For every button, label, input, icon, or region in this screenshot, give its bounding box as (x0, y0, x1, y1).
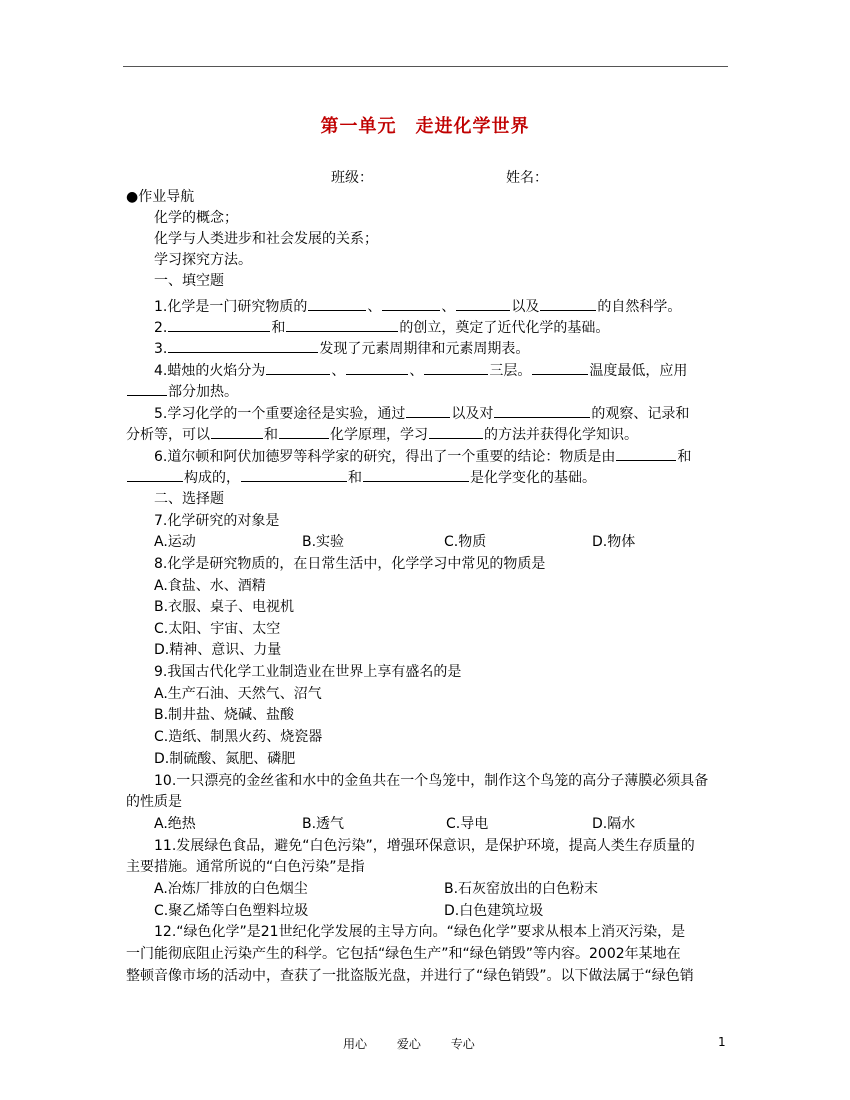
option-c[interactable]: C.物质 (444, 534, 487, 550)
answer-blank[interactable] (266, 360, 330, 375)
guide-item: 化学与人类进步和社会发展的关系； (154, 231, 378, 247)
q4-text: 部分加热。 (168, 384, 238, 400)
answer-blank[interactable] (127, 381, 167, 396)
answer-blank[interactable] (211, 424, 263, 439)
option-d[interactable]: D.白色建筑垃圾 (444, 903, 544, 919)
question-5 (126, 403, 754, 424)
q2-text: 和 (271, 320, 286, 336)
option-a[interactable]: A.食盐、水、酒精 (154, 578, 266, 594)
answer-blank[interactable] (494, 403, 590, 418)
q5-text: 和 (264, 427, 278, 443)
q5-text: 的方法并获得化学知识。 (484, 427, 638, 443)
answer-blank[interactable] (286, 317, 398, 332)
name-label: 姓名： (506, 170, 548, 186)
answer-blank[interactable] (616, 446, 676, 461)
answer-blank[interactable] (168, 338, 318, 353)
q6-text: 和 (348, 470, 362, 486)
option-b[interactable]: B.实验 (302, 534, 345, 550)
question-11: 11.发展绿色食品，避免“白色污染”，增强环保意识，是保护环境，提高人类生存质量的 (154, 838, 695, 854)
page-footer (343, 1035, 501, 1052)
footer-text: 专心 (450, 1037, 475, 1051)
class-label: 班级： (331, 170, 373, 186)
option-c[interactable]: C.造纸、制黑火药、烧瓷器 (154, 729, 323, 745)
question-9: 9.我国古代化学工业制造业在世界上享有盛名的是 (154, 664, 462, 680)
choice-heading: 二、选择题 (154, 491, 224, 507)
question-11-options-row1 (126, 879, 754, 900)
answer-blank[interactable] (168, 317, 270, 332)
question-5-cont (126, 424, 726, 445)
guide-heading: ●作业导航 (126, 189, 195, 205)
option-b[interactable]: B.透气 (302, 816, 345, 832)
q5-text: 化学原理，学习 (330, 427, 428, 443)
question-8: 8.化学是研究物质的，在日常生活中，化学学习中常见的物质是 (154, 556, 546, 572)
q4-text: 温度最低，应用 (589, 363, 688, 379)
question-6 (126, 446, 754, 467)
q1-text: 以及 (511, 299, 540, 315)
answer-blank[interactable] (127, 467, 183, 482)
q5-text: 5.学习化学的一个重要途径是实验，通过 (154, 406, 406, 422)
answer-blank[interactable] (346, 360, 408, 375)
q5-text: 的观察、记录和 (591, 406, 690, 422)
option-b[interactable]: B.石灰窑放出的白色粉末 (444, 881, 599, 897)
q1-text: 、 (367, 299, 382, 315)
option-a[interactable]: A.绝热 (154, 816, 196, 832)
option-b[interactable]: B.制井盐、烧碱、盐酸 (154, 707, 295, 723)
question-7: 7.化学研究的对象是 (154, 513, 280, 529)
page-title: 第一单元 走进化学世界 (320, 116, 530, 137)
option-c[interactable]: C.太阳、宇宙、太空 (154, 621, 281, 637)
question-6-cont (126, 467, 726, 488)
q3-text: 3. (154, 341, 168, 357)
answer-blank[interactable] (456, 296, 510, 311)
question-1 (126, 296, 754, 317)
option-a[interactable]: A.冶炼厂排放的白色烟尘 (154, 881, 308, 897)
q4-text: 4.蜡烛的火焰分为 (154, 363, 266, 379)
q4-text: 、 (409, 363, 424, 379)
q4-text: 、 (331, 363, 346, 379)
q6-text: 6.道尔顿和阿伏加德罗等科学家的研究，得出了一个重要的结论：物质是由 (154, 449, 616, 465)
answer-blank[interactable] (363, 467, 469, 482)
answer-blank[interactable] (406, 403, 450, 418)
footer-text: 爱心 (396, 1037, 421, 1051)
question-7-options (126, 532, 754, 553)
question-12: 12.“绿色化学”是21世纪化学发展的主导方向。“绿色化学”要求从根本上消灭污染，是 (154, 924, 686, 940)
question-12-cont: 整顿音像市场的活动中，查获了一批盗版光盘，并进行了“绿色销毁”。以下做法属于“绿色销 (126, 968, 694, 984)
q6-text: 是化学变化的基础。 (470, 470, 596, 486)
q6-text: 构成的， (184, 470, 240, 486)
guide-item: 学习探究方法。 (154, 252, 252, 268)
option-a[interactable]: A.运动 (154, 534, 196, 550)
option-d[interactable]: D.制硫酸、氮肥、磷肥 (154, 751, 296, 767)
answer-blank[interactable] (279, 424, 329, 439)
header-rule (123, 66, 728, 67)
q2-text: 的创立，奠定了近代化学的基础。 (399, 320, 610, 336)
question-12-cont: 一门能彻底阻止污染产生的科学。它包括“绿色生产”和“绿色销毁”等内容。2002年某地在 (126, 946, 681, 962)
question-10-options (126, 814, 754, 835)
answer-blank[interactable] (241, 467, 347, 482)
fill-heading: 一、填空题 (154, 273, 224, 289)
footer-text: 用心 (343, 1037, 368, 1051)
option-d[interactable]: D.隔水 (592, 816, 636, 832)
answer-blank[interactable] (382, 296, 440, 311)
question-11-options-row2 (126, 901, 754, 922)
option-c[interactable]: C.导电 (446, 816, 489, 832)
question-11-cont: 主要措施。通常所说的“白色污染”是指 (126, 859, 365, 875)
q3-text: 发现了元素周期律和元素周期表。 (319, 341, 530, 357)
question-3 (126, 338, 754, 359)
question-4-cont (126, 381, 726, 402)
q1-text: 1.化学是一门研究物质的 (154, 299, 308, 315)
option-c[interactable]: C.聚乙烯等白色塑料垃圾 (154, 903, 309, 919)
q2-text: 2. (154, 320, 168, 336)
answer-blank[interactable] (532, 360, 588, 375)
q1-text: 的自然科学。 (597, 299, 682, 315)
q4-text: 三层。 (489, 363, 532, 379)
q6-text: 和 (677, 449, 692, 465)
question-10-cont: 的性质是 (126, 794, 182, 810)
answer-blank[interactable] (424, 360, 488, 375)
option-a[interactable]: A.生产石油、天然气、沼气 (154, 686, 322, 702)
option-d[interactable]: D.精神、意识、力量 (154, 642, 282, 658)
question-4 (126, 360, 754, 381)
answer-blank[interactable] (308, 296, 366, 311)
q5-text: 以及对 (451, 406, 494, 422)
option-b[interactable]: B.衣服、桌子、电视机 (154, 599, 295, 615)
question-2 (126, 317, 754, 338)
q1-text: 、 (441, 299, 456, 315)
page-number: 1 (718, 1035, 726, 1049)
answer-blank[interactable] (540, 296, 596, 311)
question-10: 10.一只漂亮的金丝雀和水中的金鱼共在一个鸟笼中，制作这个鸟笼的高分子薄膜必须具备 (154, 773, 709, 789)
q5-text: 分析等，可以 (126, 427, 210, 443)
answer-blank[interactable] (429, 424, 483, 439)
guide-item: 化学的概念； (154, 210, 238, 226)
option-d[interactable]: D.物体 (592, 534, 636, 550)
